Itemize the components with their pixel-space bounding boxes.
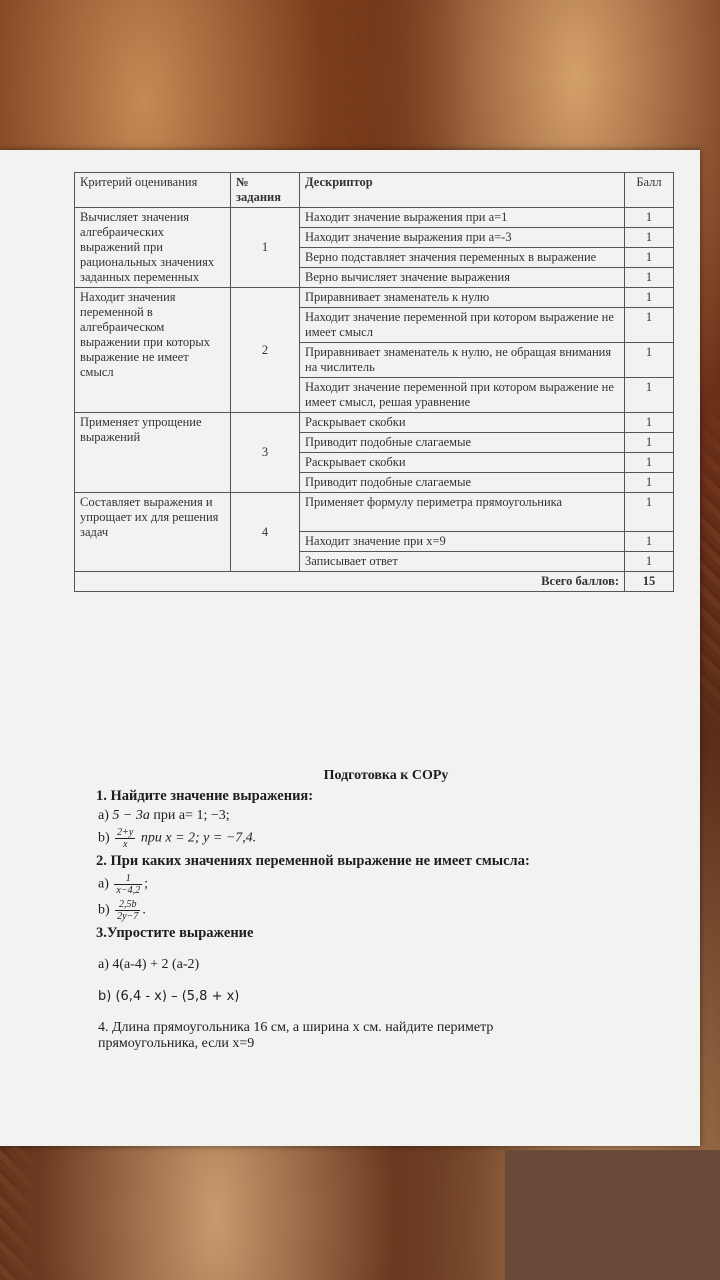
expression: 4(a-4) + 2 (a-2) [112, 957, 200, 972]
question-2a [98, 873, 676, 896]
fraction [115, 827, 135, 850]
descriptor-cell: Записывает ответ [300, 552, 625, 572]
header-criterion: Критерий оценивания [75, 173, 231, 208]
task-number-cell: 1 [231, 208, 300, 288]
expression: 5 − 3a [112, 808, 150, 823]
score-cell: 1 [625, 378, 674, 413]
floor-background [505, 1150, 720, 1280]
expression: (6,4 - x) – (5,8 + x) [115, 989, 240, 1004]
numerator: 1 [114, 873, 142, 885]
score-cell: 1 [625, 288, 674, 308]
punctuation: . [142, 902, 146, 918]
score-cell: 1 [625, 433, 674, 453]
denominator: 2y−7 [117, 911, 139, 922]
descriptor-cell: Верно подставляет значения переменных в выражение [300, 248, 625, 268]
question-3: 3.Упростите выражение [96, 925, 254, 941]
question-1: 1. Найдите значение выражения: [96, 788, 314, 804]
descriptor-cell: Находит значение выражения при а=1 [300, 208, 625, 228]
question-3a [98, 957, 676, 973]
score-cell: 1 [625, 268, 674, 288]
item-label: a) [98, 957, 113, 972]
expression-condition: при x = 2; y = −7,4. [137, 830, 257, 846]
total-value: 15 [625, 572, 674, 592]
item-label: b) [98, 902, 114, 918]
table-header-row [75, 173, 674, 208]
item-label: a) [98, 876, 113, 892]
task-number-cell: 2 [231, 288, 300, 413]
score-cell: 1 [625, 493, 674, 532]
score-cell: 1 [625, 532, 674, 552]
descriptor-cell: Находит значение переменной при котором выражение не имеет смысл, решая уравнение [300, 378, 625, 413]
header-descriptor: Дескриптор [300, 173, 625, 208]
score-cell: 1 [625, 208, 674, 228]
descriptor-cell: Находит значение переменной при котором выражение не имеет смысл [300, 308, 625, 343]
criterion-cell: Составляет выражения и упрощает их для решения задач [75, 493, 231, 572]
score-cell: 1 [625, 473, 674, 493]
score-cell: 1 [625, 308, 674, 343]
assessment-table [74, 172, 674, 592]
numerator: 2+y [117, 827, 134, 838]
descriptor-cell: Раскрывает скобки [300, 453, 625, 473]
question-1a [98, 808, 676, 824]
preparation-section [96, 768, 676, 1055]
numerator: 2,5b [115, 899, 140, 911]
descriptor-cell: Находит значение выражения при а=-3 [300, 228, 625, 248]
table-row [75, 413, 674, 433]
fraction [115, 899, 140, 922]
descriptor-cell: Применяет формулу периметра прямоугольника [300, 493, 625, 532]
question-3b [98, 989, 676, 1004]
descriptor-cell: Приравнивает знаменатель к нулю, не обращая внимания на числитель [300, 343, 625, 378]
header-score: Балл [625, 173, 674, 208]
item-label: b) [98, 830, 114, 846]
question-2b [98, 899, 676, 922]
expression-condition: при а= 1; −3; [149, 808, 230, 823]
worksheet-paper [0, 150, 700, 1146]
score-cell: 1 [625, 343, 674, 378]
criterion-cell: Применяет упрощение выражений [75, 413, 231, 493]
question-1b [98, 827, 676, 850]
score-cell: 1 [625, 248, 674, 268]
item-label: a) [98, 808, 113, 823]
descriptor-cell: Верно вычисляет значение выражения [300, 268, 625, 288]
task-number-cell: 3 [231, 413, 300, 493]
fraction [114, 873, 142, 896]
table-row [75, 208, 674, 228]
descriptor-cell: Приводит подобные слагаемые [300, 473, 625, 493]
score-cell: 1 [625, 413, 674, 433]
table-row [75, 493, 674, 532]
table-row [75, 288, 674, 308]
score-cell: 1 [625, 453, 674, 473]
criterion-cell: Вычисляет значения алгебраических выражений при рациональных значениях заданных переменных [75, 208, 231, 288]
descriptor-cell: Приводит подобные слагаемые [300, 433, 625, 453]
descriptor-cell: Находит значение при x=9 [300, 532, 625, 552]
item-label: b) [98, 989, 116, 1004]
descriptor-cell: Приравнивает знаменатель к нулю [300, 288, 625, 308]
preparation-title: Подготовка к СОРу [323, 768, 449, 783]
descriptor-cell: Раскрывает скобки [300, 413, 625, 433]
punctuation: ; [144, 876, 148, 892]
denominator: x [123, 839, 128, 850]
header-task-no: № задания [231, 173, 300, 208]
task-number-cell: 4 [231, 493, 300, 572]
total-row [75, 572, 674, 592]
question-4: 4. Длина прямоугольника 16 см, а ширина x см. найдите периметр прямоугольника, если x=9 [98, 1020, 494, 1051]
score-cell: 1 [625, 228, 674, 248]
criterion-cell: Находит значения переменной в алгебраическом выражении при которых выражение не имеет смысл [75, 288, 231, 413]
score-cell: 1 [625, 552, 674, 572]
total-label: Всего баллов: [75, 572, 625, 592]
denominator: x−4,2 [116, 885, 141, 896]
question-2: 2. При каких значениях переменной выражение не имеет смысла: [96, 853, 530, 869]
